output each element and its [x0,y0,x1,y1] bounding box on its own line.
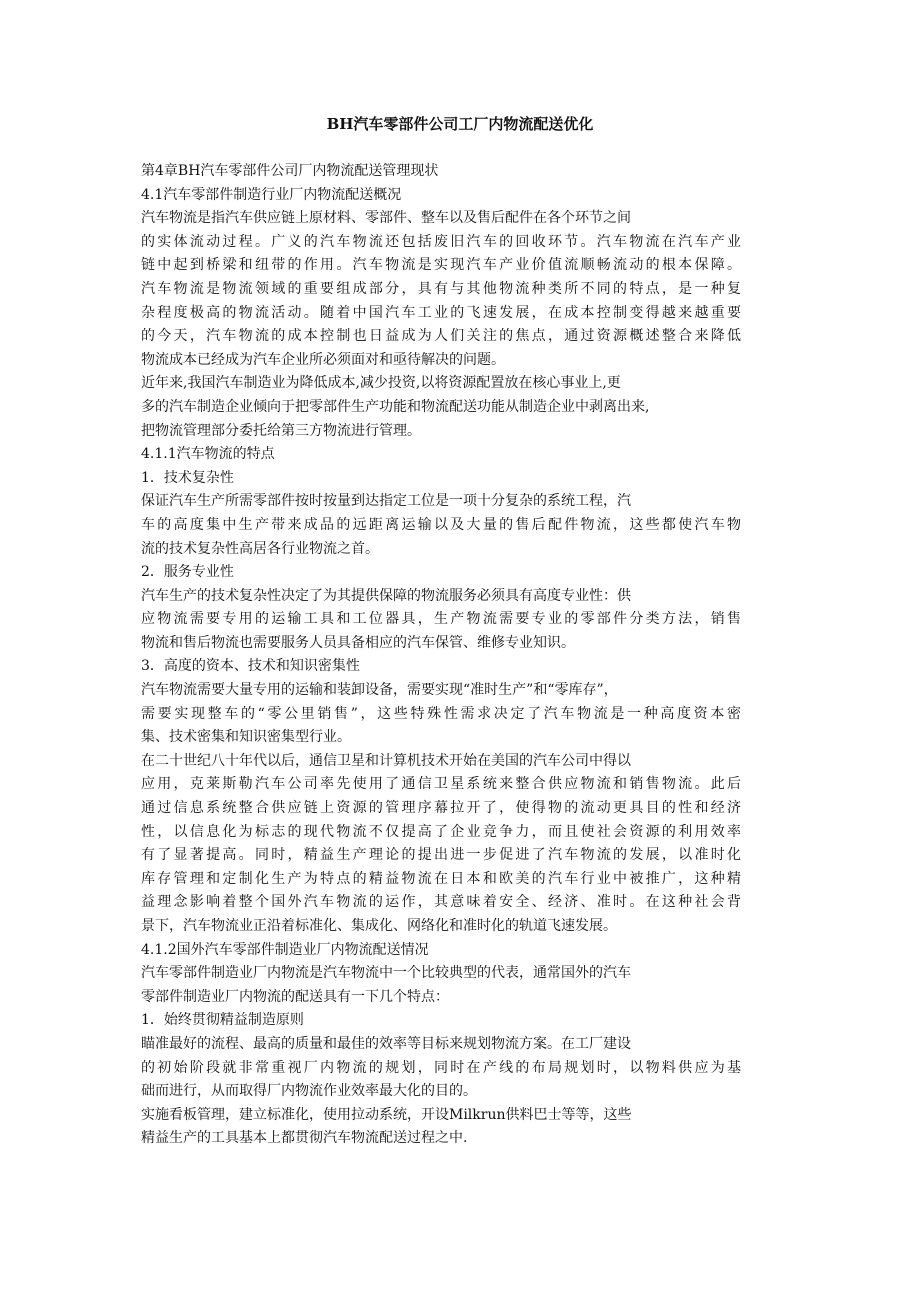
text-line: 的初始阶段就非常重视厂内物流的规划，同时在产线的布局规划时，以物料供应为基 [141,1059,741,1076]
text-line: 4.1.1汽车物流的特点 [141,446,275,463]
text-line: 把物流管理部分委托给第三方物流进行管理。 [141,422,421,439]
text-line: 物流成本已经成为汽车企业所必须面对和亟待解决的问题。 [141,351,505,368]
text-line: 零部件制造业厂内物流的配送具有一下几个特点： [141,988,449,1005]
text-line: 汽车物流需要大量专用的运输和装卸设备，需要实现“准时生产”和“零库存”， [141,682,618,699]
text-line: 物流和售后物流也需要服务人员具备相应的汽车保管、维修专业知识。 [141,634,575,651]
text-line: 多的汽车制造企业倾向于把零部件生产功能和物流配送功能从制造企业中剥离出来, [141,398,650,415]
document-body [141,160,741,1151]
text-line: 集、技术密集和知识密集型行业。 [141,729,351,746]
text-line: 的实体流动过程。广义的汽车物流还包括废旧汽车的回收环节。汽车物流在汽车产业 [141,233,741,250]
text-line: 1．始终贯彻精益制造原则 [141,1012,304,1029]
text-line: 链中起到桥梁和纽带的作用。汽车物流是实现汽车产业价值流顺畅流动的根本保障。 [141,257,741,274]
text-line: 益理念影响着整个国外汽车物流的运作，其意味着安全、经济、准时。在这种社会背 [141,894,741,911]
text-line: 第4章BH汽车零部件公司厂内物流配送管理现状 [141,163,439,179]
text-line: 近年来,我国汽车制造业为降低成本,减少投资,以将资源配置放在核心事业上,更 [141,375,621,392]
text-line: 在二十世纪八十年代以后，通信卫星和计算机技术开始在美国的汽车公司中得以 [141,752,631,769]
text-line: 3．高度的资本、技术和知识密集性 [141,658,360,675]
text-line: 景下，汽车物流业正沿着标准化、集成化、网络化和准时化的轨道飞速发展。 [141,918,617,934]
text-line: 有了显著提高。同时，精益生产理论的提出进一步促进了汽车物流的发展，以准时化 [141,847,741,864]
text-line: 车的高度集中生产带来成品的远距离运输以及大量的售后配件物流，这些都使汽车物 [141,516,741,533]
text-line: 汽车物流是指汽车供应链上原材料、零部件、整车以及售后配件在各个环节之间 [141,210,631,227]
text-line: 2．服务专业性 [141,564,234,581]
text-line: 通过信息系统整合供应链上资源的管理序幕拉开了，使得物的流动更具目的性和经济 [141,800,741,817]
text-line: 保证汽车生产所需零部件按时按量到达指定工位是一项十分复杂的系统工程，汽 [141,493,631,510]
text-line: 4.1.2国外汽车零部件制造业厂内物流配送情况 [141,941,429,958]
text-line: 汽车物流是物流领域的重要组成部分，具有与其他物流种类所不同的特点，是一种复 [141,280,741,297]
text-line: 应物流需要专用的运输工具和工位器具，生产物流需要专业的零部件分类方法，销售 [141,611,741,628]
text-line: 4.1汽车零部件制造行业厂内物流配送概况 [141,186,402,203]
text-line: 需要实现整车的“零公里销售”，这些特殊性需求决定了汽车物流是一种高度资本密 [141,705,741,722]
text-line: 流的技术复杂性高居各行业物流之首。 [141,540,379,557]
text-line: 的今天，汽车物流的成本控制也日益成为人们关注的焦点，通过资源概述整合来降低 [141,328,741,345]
text-line: 性，以信息化为标志的现代物流不仅提高了企业竞争力，而且使社会资源的利用效率 [141,823,741,840]
text-line: 汽车零部件制造业厂内物流是汽车物流中一个比较典型的代表，通常国外的汽车 [141,965,631,982]
text-line: 础而进行，从而取得厂内物流作业效率最大化的目的。 [141,1083,477,1100]
text-line: 1．技术复杂性 [141,469,234,486]
text-line: 精益生产的工具基本上都贯彻汽车物流配送过程之中. [141,1130,468,1147]
text-line: 瞄准最好的流程、最高的质量和最佳的效率等目标来规划物流方案。在工厂建设 [141,1035,631,1052]
text-line: 应用，克莱斯勒汽车公司率先使用了通信卫星系统来整合供应物流和销售物流。此后 [141,776,741,793]
text-line: 杂程度极高的物流活动。随着中国汽车工业的飞速发展，在成本控制变得越来越重要 [141,304,741,321]
text-line: 汽车生产的技术复杂性决定了为其提供保障的物流服务必须具有高度专业性：供 [141,587,631,604]
text-line: 实施看板管理，建立标准化，使用拉动系统，开设Milkrun供料巴士等等，这些 [141,1106,632,1123]
text-line: 库存管理和定制化生产为特点的精益物流在日本和欧美的汽车行业中被推广，这种精 [141,870,741,887]
document-title: BH汽车零部件公司工厂内物流配送优化 [326,115,594,133]
